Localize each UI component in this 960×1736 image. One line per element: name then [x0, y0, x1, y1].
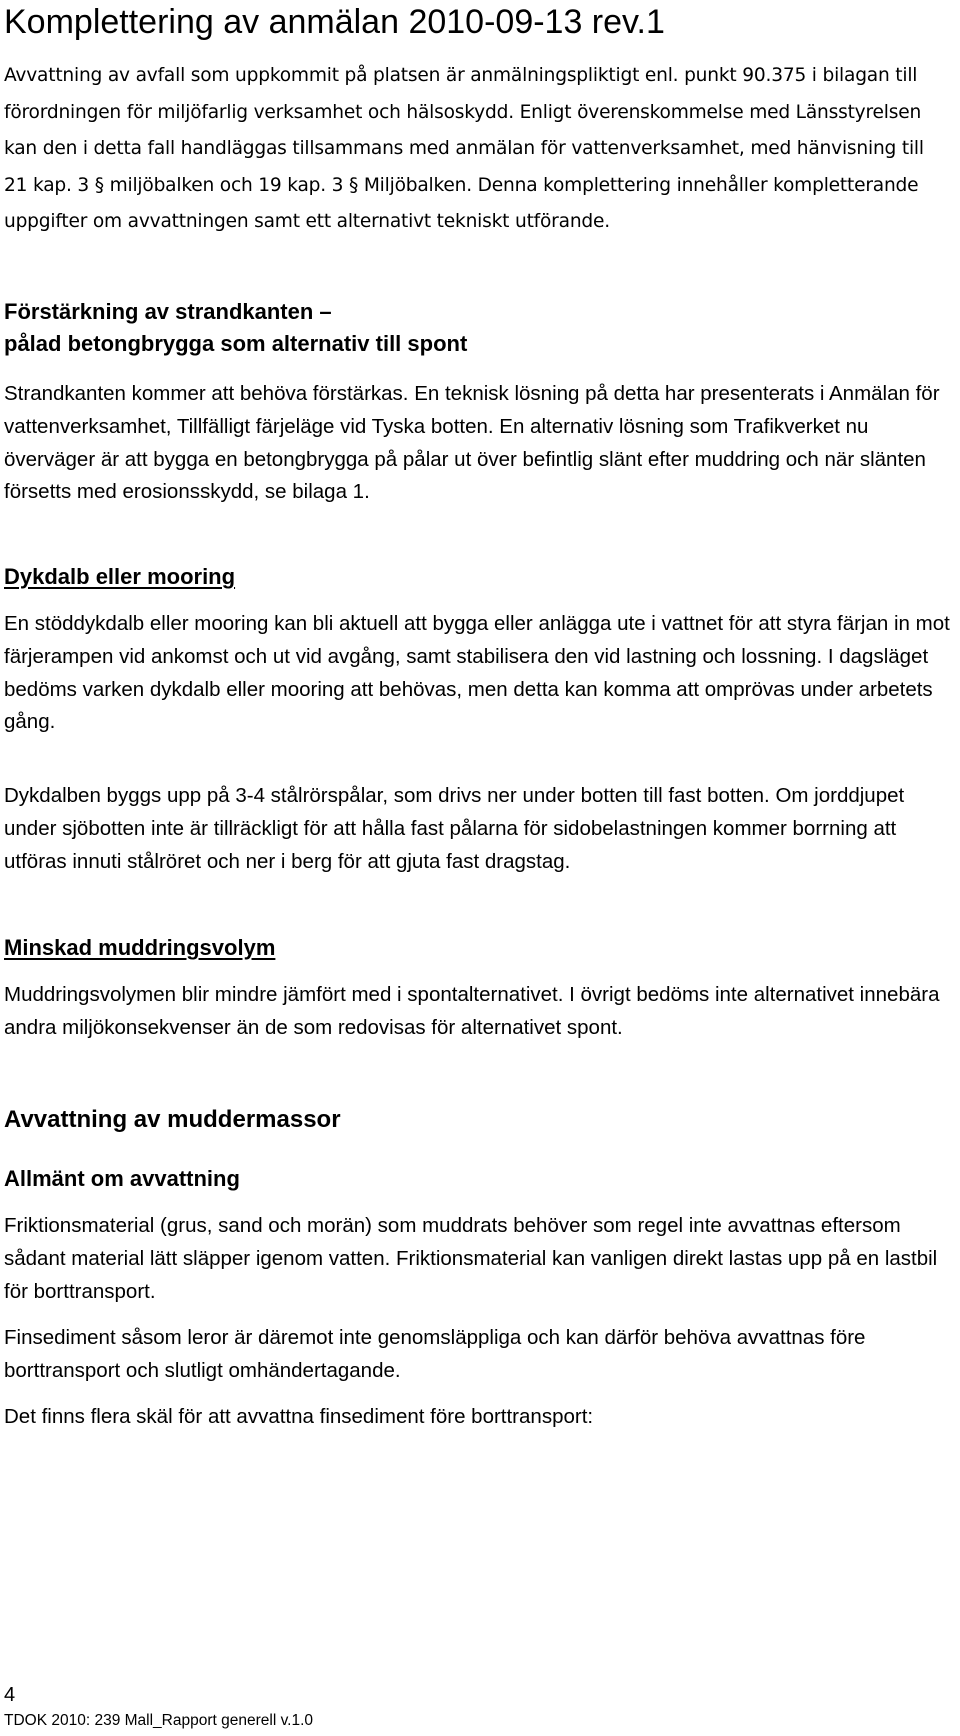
avvattning-paragraph-1: Friktionsmaterial (grus, sand och morän) som muddrats behöver som regel inte avvattnas eftersom sådant material lätt släpper igenom vatten. Friktionsmaterial kan vanligen direkt lastas upp på en lastbil för borttransport. [4, 1214, 938, 1303]
section-heading-strand-line2: pålad betongbrygga som alternativ till spont [4, 331, 468, 356]
footer-template-id: TDOK 2010: 239 Mall_Rapport generell v.1.0 [4, 1712, 314, 1729]
intro-paragraph: Avvattning av avfall som uppkommit på platsen är anmälningspliktigt enl. punkt 90.375 i bilagan till förordningen för miljöfarlig verksamhet och hälsoskydd. Enligt överenskommelse med Länsstyrelsen kan den i detta fall handläggas tillsammans med anmälan för vattenverksamhet, med hänvisning till 21 kap. 3 § miljöbalken och 19 kap. 3 § Miljöbalken. Denna komplettering innehåller kompletterande uppgifter om avvattningen samt ett alternativt tekniskt utförande. [4, 65, 924, 232]
dykdalb-paragraph-1: En stöddykdalb eller mooring kan bli aktuell att bygga eller anlägga ute i vattnet för att styra färjan in mot färjerampen vid ankomst och ut vid avgång, samt stabilisera den vid lastning och lossning. I dagsläget bedöms varken dykdalb eller mooring att behövas, men detta kan komma att omprövas under arbetets gång. [4, 612, 950, 734]
subsection-heading-allmant: Allmänt om avvattning [4, 1166, 240, 1191]
page-number: 4 [4, 1684, 16, 1706]
avvattning-paragraph-3: Det finns flera skäl för att avvattna finsediment före borttransport: [4, 1405, 594, 1428]
dykdalb-paragraph-2: Dykdalben byggs upp på 3-4 stålrörspålar, som drivs ner under botten till fast botten. Om jorddjupet under sjöbotten inte är tillräckligt för att hålla fast pålarna för sidobelastningen kommer borrning att utföras innuti stålröret och ner i berg för att gjuta fast dragstag. [4, 784, 905, 873]
document-title: Komplettering av anmälan 2010-09-13 rev.1 [4, 3, 665, 41]
section-strand [4, 296, 952, 360]
section-heading-muddring: Minskad muddringsvolym [4, 935, 276, 960]
section-heading-strand-line1: Förstärkning av strandkanten – [4, 299, 332, 324]
strand-paragraph: Strandkanten kommer att behöva förstärkas. En teknisk lösning på detta har presenterats i Anmälan för vattenverksamhet, Tillfälligt färjeläge vid Tyska botten. En alternativ lösning som Trafikverket nu överväger är att bygga en betongbrygga på pålar ut över befintlig slänt efter muddring och när slänten försetts med erosionsskydd, se bilaga 1. [4, 382, 940, 504]
section-heading-dykdalb: Dykdalb eller mooring [4, 564, 236, 589]
muddring-paragraph: Muddringsvolymen blir mindre jämfört med i spontalternativet. I övrigt bedöms inte alternativet innebära andra miljökonsekvenser än de som redovisas för alternativet spont. [4, 983, 940, 1039]
section-heading-avvattning: Avvattning av muddermassor [4, 1106, 341, 1133]
avvattning-paragraph-2: Finsediment såsom leror är däremot inte genomsläppliga och kan därför behöva avvattnas före borttransport och slutligt omhändertagande. [4, 1326, 866, 1382]
